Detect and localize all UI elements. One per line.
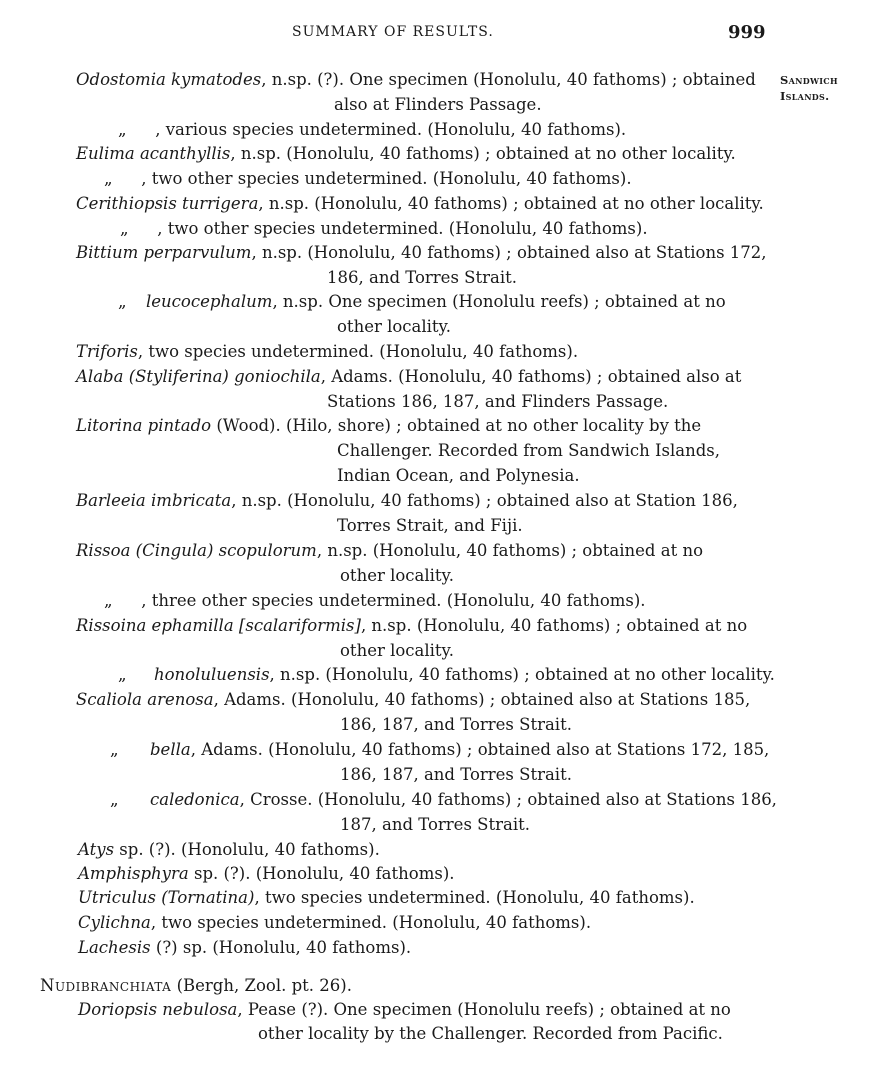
- entry-details: sp. (?). (Honolulu, 40 fathoms).: [188, 864, 455, 883]
- entry-details: (?) sp. (Honolulu, 40 fathoms).: [150, 938, 412, 957]
- subgenus-name: (Styliferina) goniochila: [128, 367, 321, 386]
- entry-details: , n.sp. (?). One specimen (Honolulu, 40 fathoms) ; obtained: [261, 70, 756, 89]
- entry-details: , Adams. (Honolulu, 40 fathoms) ; obtained also at Stations 185,: [213, 690, 751, 709]
- species-entry: [76, 416, 701, 436]
- species-entry: [76, 243, 767, 263]
- species-entry: [78, 888, 695, 908]
- species-name: Alaba: [76, 367, 124, 386]
- entry-continuation: 186, and Torres Strait.: [327, 268, 517, 287]
- ditto-mark: „: [104, 591, 113, 610]
- margin-note-line2: Islands.: [780, 89, 830, 103]
- entry-details: , n.sp. (Honolulu, 40 fathoms) ; obtained at no: [316, 541, 704, 560]
- species-name: Scaliola arenosa: [76, 690, 214, 709]
- section-name: Nudibranchiata: [40, 976, 172, 995]
- species-name: Amphisphyra: [78, 864, 189, 883]
- species-name: Utriculus: [78, 888, 156, 907]
- entry-details: (Wood). (Hilo, shore) ; obtained at no other locality by the: [211, 416, 702, 435]
- ditto-mark: „: [104, 169, 113, 188]
- entry-continuation: Torres Strait, and Fiji.: [337, 516, 523, 535]
- entry-continuation: also at Flinders Passage.: [334, 95, 542, 114]
- species-name: Triforis: [76, 342, 138, 361]
- species-entry: [76, 367, 741, 387]
- section-entry: [78, 1000, 731, 1020]
- species-entry: [104, 169, 632, 189]
- entry-details: , n.sp. (Honolulu, 40 fathoms) ; obtained at no other locality.: [230, 144, 736, 163]
- section-entry-continuation: other locality by the Challenger. Recorded from Pacific.: [258, 1024, 723, 1043]
- species-entry: [118, 120, 626, 140]
- entry-details: , n.sp. (Honolulu, 40 fathoms) ; obtained at no other locality.: [269, 665, 775, 684]
- species-name: Bittium perparvulum: [76, 243, 252, 262]
- species-name: Litorina pintado: [76, 416, 212, 435]
- species-name: Eulima acanthyllis: [76, 144, 231, 163]
- entry-continuation: Stations 186, 187, and Flinders Passage.: [327, 392, 669, 411]
- species-entry: [76, 690, 750, 710]
- entry-details: , n.sp. (Honolulu, 40 fathoms) ; obtained also at Station 186,: [231, 491, 738, 510]
- species-name: honoluluensis: [154, 665, 270, 684]
- entry-continuation: Indian Ocean, and Polynesia.: [337, 466, 580, 485]
- species-entry: [76, 616, 747, 636]
- section-heading: [40, 976, 352, 996]
- species-entry: [118, 292, 726, 312]
- section-entry-rest: , Pease (?). One specimen (Honolulu reefs) ; obtained at no: [237, 1000, 731, 1019]
- species-entry: [118, 665, 775, 685]
- species-name: caledonica: [150, 790, 240, 809]
- species-name: Lachesis: [78, 938, 151, 957]
- section-ref: (Bergh, Zool. pt. 26).: [171, 976, 352, 995]
- species-name: bella: [150, 740, 191, 759]
- entry-details: , Crosse. (Honolulu, 40 fathoms) ; obtained also at Stations 186,: [239, 790, 777, 809]
- species-entry: [110, 790, 777, 810]
- species-name: Rissoa: [76, 541, 131, 560]
- ditto-mark: „: [110, 740, 119, 759]
- species-name: Odostomia kymatodes: [76, 70, 262, 89]
- species-name: Barleeia imbricata: [76, 491, 232, 510]
- ditto-mark: „: [118, 120, 127, 139]
- species-entry: [120, 219, 648, 239]
- entry-details: , two species undetermined. (Honolulu, 40 fathoms).: [150, 913, 592, 932]
- species-entry: [78, 864, 455, 884]
- species-entry: [78, 840, 380, 860]
- entry-continuation: 186, 187, and Torres Strait.: [340, 765, 572, 784]
- entry-details: , two other species undetermined. (Honolulu, 40 fathoms).: [136, 169, 632, 188]
- entry-details: , Adams. (Honolulu, 40 fathoms) ; obtained also at Stations 172, 185,: [190, 740, 770, 759]
- species-entry: [78, 938, 411, 958]
- entry-continuation: other locality.: [340, 641, 454, 660]
- species-name: leucocephalum: [146, 292, 273, 311]
- entry-details: , various species undetermined. (Honolulu, 40 fathoms).: [150, 120, 627, 139]
- entry-continuation: other locality.: [340, 566, 454, 585]
- entry-details: , n.sp. (Honolulu, 40 fathoms) ; obtained also at Stations 172,: [251, 243, 767, 262]
- entry-details: , n.sp. (Honolulu, 40 fathoms) ; obtained at no: [360, 616, 748, 635]
- subgenus-name: (Tornatina): [161, 888, 255, 907]
- species-entry: [76, 194, 764, 214]
- page-number: 999: [728, 22, 766, 43]
- entry-details: , two species undetermined. (Honolulu, 40 fathoms).: [137, 342, 579, 361]
- section-entry-genus: Doriopsis nebulosa: [78, 1000, 238, 1019]
- species-name: Rissoina ephamilla: [76, 616, 234, 635]
- species-entry: [104, 591, 646, 611]
- synonym-name: [scalariformis]: [233, 616, 361, 635]
- ditto-mark: „: [118, 665, 127, 684]
- species-entry: [110, 740, 769, 760]
- running-title: SUMMARY OF RESULTS.: [292, 24, 494, 40]
- margin-note-line1: Sandwich: [780, 73, 838, 87]
- ditto-mark: „: [118, 292, 127, 311]
- species-entry: [76, 541, 703, 561]
- species-entry: [76, 342, 578, 362]
- species-name: Cerithiopsis turrigera: [76, 194, 259, 213]
- species-name: Atys: [78, 840, 115, 859]
- species-entry: [76, 491, 738, 511]
- entry-continuation: other locality.: [337, 317, 451, 336]
- entry-continuation: 186, 187, and Torres Strait.: [340, 715, 572, 734]
- ditto-mark: „: [110, 790, 119, 809]
- margin-note: [780, 72, 838, 104]
- entry-continuation: 187, and Torres Strait.: [340, 815, 530, 834]
- entry-details: , Adams. (Honolulu, 40 fathoms) ; obtained also at: [320, 367, 742, 386]
- entry-details: , n.sp. (Honolulu, 40 fathoms) ; obtained at no other locality.: [258, 194, 764, 213]
- entry-continuation: Challenger. Recorded from Sandwich Islands,: [337, 441, 720, 460]
- entry-details: , three other species undetermined. (Honolulu, 40 fathoms).: [136, 591, 646, 610]
- entry-details: , two species undetermined. (Honolulu, 40 fathoms).: [254, 888, 695, 907]
- entry-details: sp. (?). (Honolulu, 40 fathoms).: [114, 840, 380, 859]
- species-name: Cylichna: [78, 913, 151, 932]
- ditto-mark: „: [120, 219, 129, 238]
- species-entry: [76, 70, 756, 90]
- entry-details: , n.sp. One specimen (Honolulu reefs) ; obtained at no: [272, 292, 726, 311]
- entry-details: , two other species undetermined. (Honolulu, 40 fathoms).: [152, 219, 648, 238]
- subgenus-name: (Cingula) scopulorum: [135, 541, 317, 560]
- species-entry: [76, 144, 736, 164]
- species-entry: [78, 913, 591, 933]
